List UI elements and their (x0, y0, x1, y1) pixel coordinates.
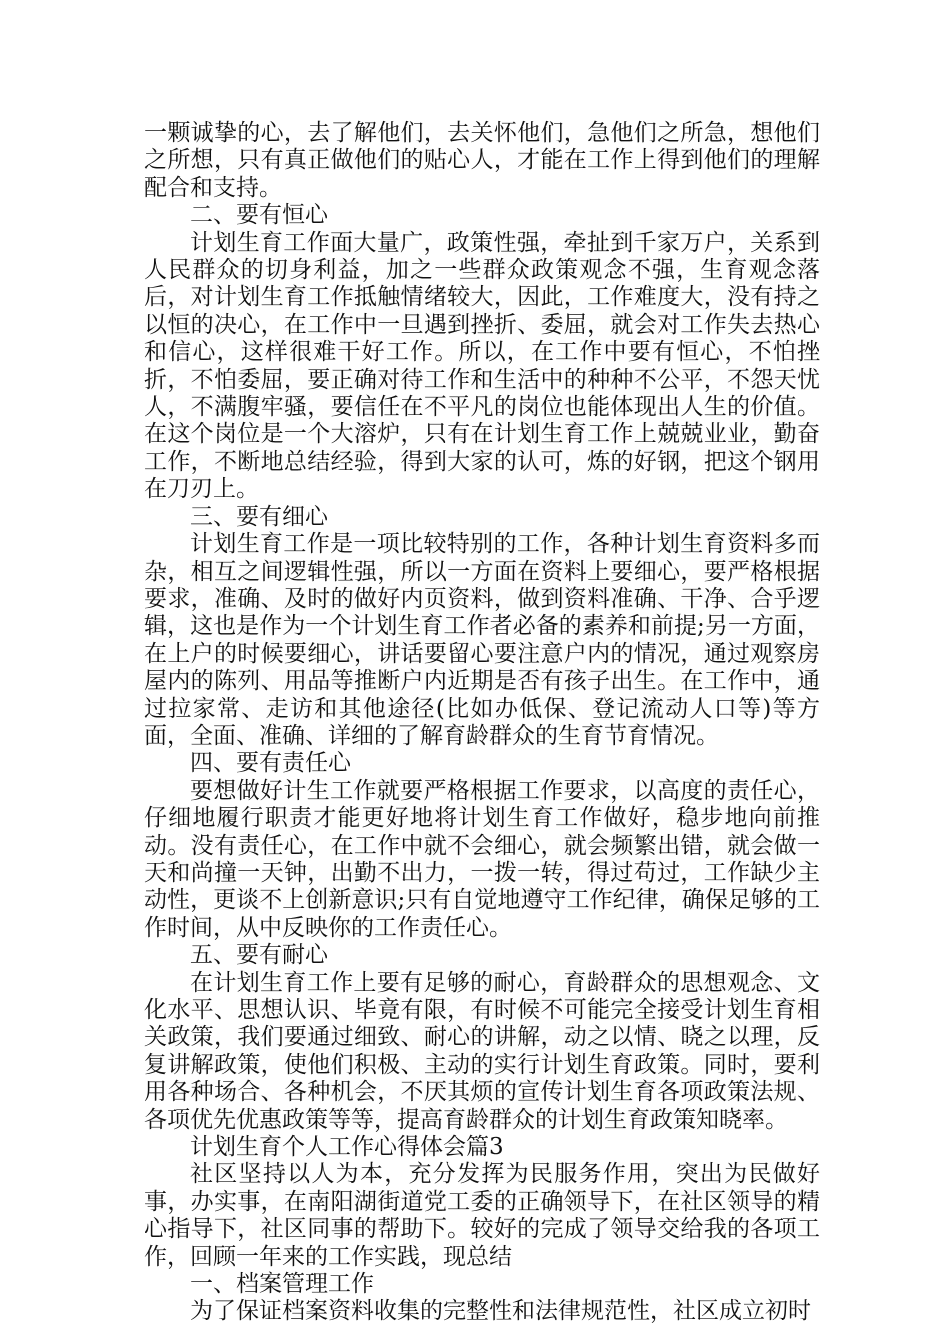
paragraph: 计划生育工作是一项比较特别的工作，各种计划生育资料多而杂，相互之间逻辑性强，所以一方面在资料上要细心，要严格根据要求，准确、及时的做好内页资料，做到资料准确、干净、合乎逻辑，这也是作为一个计划生育工作者必备的素养和前提;另一方面，在上户的时候要细心，讲话要留心要注意户内的情况，通过观察房屋内的陈列、用品等推断户内近期是否有孩子出生。在工作中，通过拉家常、走访和其他途径(比如办低保、登记流动人口等)等方面，全面、准确、详细的了解育龄群众的生育节育情况。 (144, 531, 820, 749)
document-body (144, 120, 820, 1326)
paragraph: 在计划生育工作上要有足够的耐心，育龄群众的思想观念、文化水平、思想认识、毕竟有限，有时候不可能完全接受计划生育相关政策，我们要通过细致、耐心的讲解，动之以情、晓之以理，反复讲解政策，使他们积极、主动的实行计划生育政策。同时，要利用各种场合、各种机会，不厌其烦的宣传计划生育各项政策法规、各项优先优惠政策等等，提高育龄群众的计划生育政策知晓率。 (144, 969, 820, 1133)
paragraph: 为了保证档案资料收集的完整性和法律规范性，社区成立初时 (190, 1298, 811, 1325)
paragraph: 要想做好计生工作就要严格根据工作要求，以高度的责任心，仔细地履行职责才能更好地将计划生育工作做好，稳步地向前推动。没有责任心，在工作中就不会细心，就会频繁出错，就会做一天和尚撞一天钟，出勤不出力，一拨一转，得过苟过，工作缺少主动性，更谈不上创新意识;只有自觉地遵守工作纪律，确保足够的工作时间，从中反映你的工作责任心。 (144, 777, 820, 941)
section-heading: 二、要有恒心 (190, 202, 328, 229)
paragraph: 社区坚持以人为本，充分发挥为民服务作用，突出为民做好事，办实事，在南阳湖街道党工委的正确领导下，在社区领导的精心指导下，社区同事的帮助下。较好的完成了领导交给我的各项工作，回顾一年来的工作实践，现总结 (144, 1161, 820, 1270)
article-title: 计划生育个人工作心得体会篇3 (190, 1134, 504, 1161)
section-heading: 一、档案管理工作 (190, 1271, 374, 1298)
section-heading: 四、要有责任心 (190, 750, 351, 777)
paragraph-continuation: 一颗诚挚的心，去了解他们，去关怀他们，急他们之所急，想他们之所想，只有真正做他们的贴心人，才能在工作上得到他们的理解配合和支持。 (144, 120, 820, 201)
section-heading: 五、要有耐心 (190, 942, 328, 969)
paragraph: 计划生育工作面大量广，政策性强，牵扯到千家万户，关系到人民群众的切身利益，加之一些群众政策观念不强，生育观念落后，对计划生育工作抵触情绪较大，因此，工作难度大，没有持之以恒的决心，在工作中一旦遇到挫折、委屈，就会对工作失去热心和信心，这样很难干好工作。所以，在工作中要有恒心，不怕挫折，不怕委屈，要正确对待工作和生活中的种种不公平，不怨天忧人，不满腹牢骚，要信任在不平凡的岗位也能体现出人生的价值。在这个岗位是一个大溶炉，只有在计划生育工作上兢兢业业，勤奋工作，不断地总结经验，得到大家的认可，炼的好钢，把这个钢用在刀刃上。 (144, 229, 820, 503)
section-heading: 三、要有细心 (190, 503, 328, 530)
